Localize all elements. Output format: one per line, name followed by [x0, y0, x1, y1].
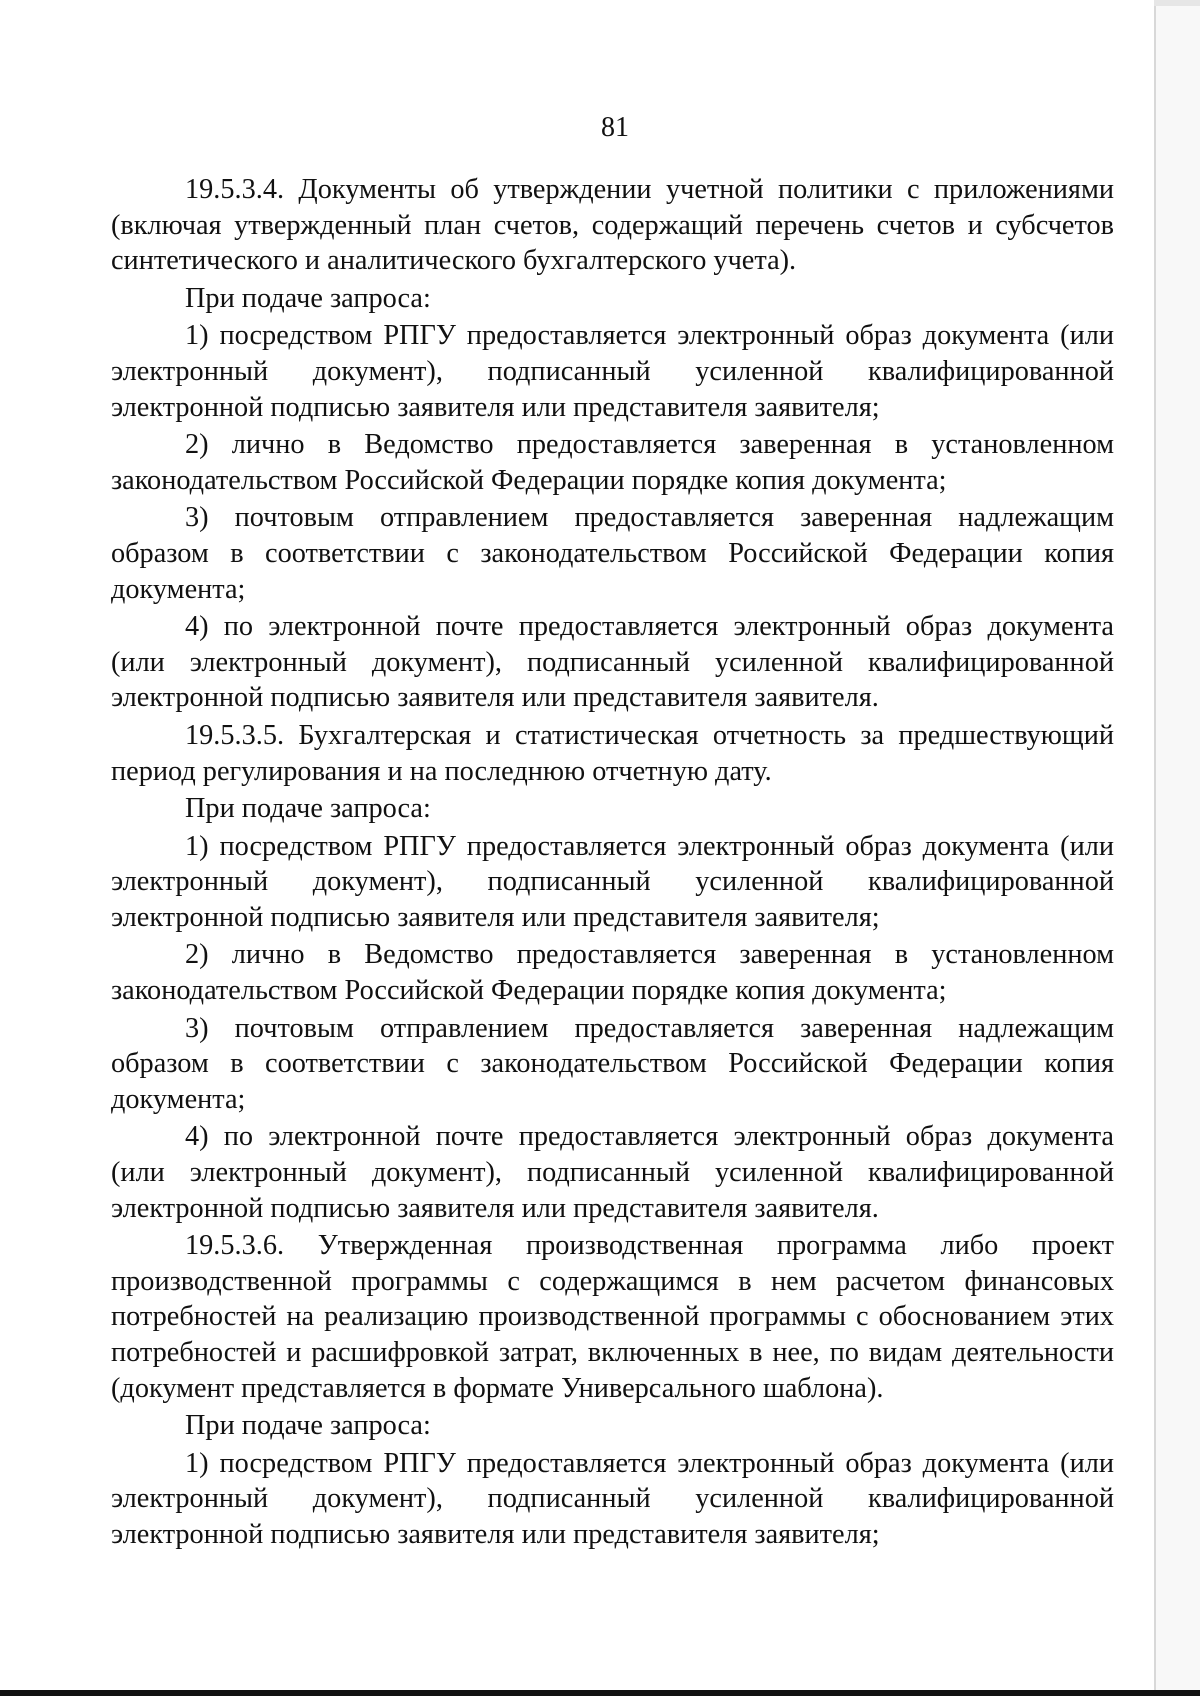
- list-item-email: 4) по электронной почте предоставляется электронный образ документа (или электронный документ), подписанный усиленной квалифицированной электронной подписью заявителя или представителя заявителя.: [111, 611, 1114, 714]
- paragraph-request-intro: При подаче запроса:: [185, 282, 431, 314]
- paragraph-19-5-3-5: 19.5.3.5. Бухгалтерская и статистическая отчетность за предшествующий период регулирования и на последнюю отчетную дату.: [111, 719, 1114, 787]
- paragraph-request-intro: При подаче запроса:: [185, 793, 431, 825]
- paragraph-request-intro: При подаче запроса:: [185, 1410, 431, 1442]
- list-item-in-person: 2) лично в Ведомство предоставляется заверенная в установленном законодательством Российской Федерации порядке копия документа;: [111, 939, 1114, 1007]
- scan-bottom-edge: [0, 1690, 1200, 1696]
- list-item-rpgu: 1) посредством РПГУ предоставляется электронный образ документа (или электронный документ), подписанный усиленной квалифицированной электронной подписью заявителя или представителя заявителя;: [111, 320, 1114, 423]
- scan-corner-mark: [1154, 0, 1200, 6]
- list-item-email: 4) по электронной почте предоставляется электронный образ документа (или электронный документ), подписанный усиленной квалифицированной электронной подписью заявителя или представителя заявителя.: [111, 1121, 1114, 1224]
- list-item-post: 3) почтовым отправлением предоставляется заверенная надлежащим образом в соответствии с законодательством Российской Федерации копия документа;: [111, 502, 1114, 605]
- list-item-rpgu: 1) посредством РПГУ предоставляется электронный образ документа (или электронный документ), подписанный усиленной квалифицированной электронной подписью заявителя или представителя заявителя;: [111, 830, 1114, 933]
- scan-edge-line: [1154, 0, 1156, 1696]
- list-item-in-person: 2) лично в Ведомство предоставляется заверенная в установленном законодательством Российской Федерации порядке копия документа;: [111, 429, 1114, 496]
- paragraph-19-5-3-4: 19.5.3.4. Документы об утверждении учетной политики с приложениями (включая утвержденный план счетов, содержащий перечень счетов и субсчетов синтетического и аналитического бухгалтерского учета).: [111, 174, 1114, 277]
- scan-margin: [1156, 0, 1200, 1696]
- page-number: 81: [601, 112, 629, 143]
- list-item-post: 3) почтовым отправлением предоставляется заверенная надлежащим образом в соответствии с законодательством Российской Федерации копия документа;: [111, 1012, 1114, 1115]
- list-item-rpgu: 1) посредством РПГУ предоставляется электронный образ документа (или электронный документ), подписанный усиленной квалифицированной электронной подписью заявителя или представителя заявителя;: [111, 1447, 1114, 1550]
- paragraph-19-5-3-6: 19.5.3.6. Утвержденная производственная программа либо проект производственной программы с содержащимся в нем расчетом финансовых потребностей на реализацию производственной программы с обоснованием этих потребностей и расшифровкой затрат, включенных в нее, по видам деятельности (документ представляется в формате Универсального шаблона).: [111, 1230, 1114, 1404]
- document-body: [111, 172, 1114, 1553]
